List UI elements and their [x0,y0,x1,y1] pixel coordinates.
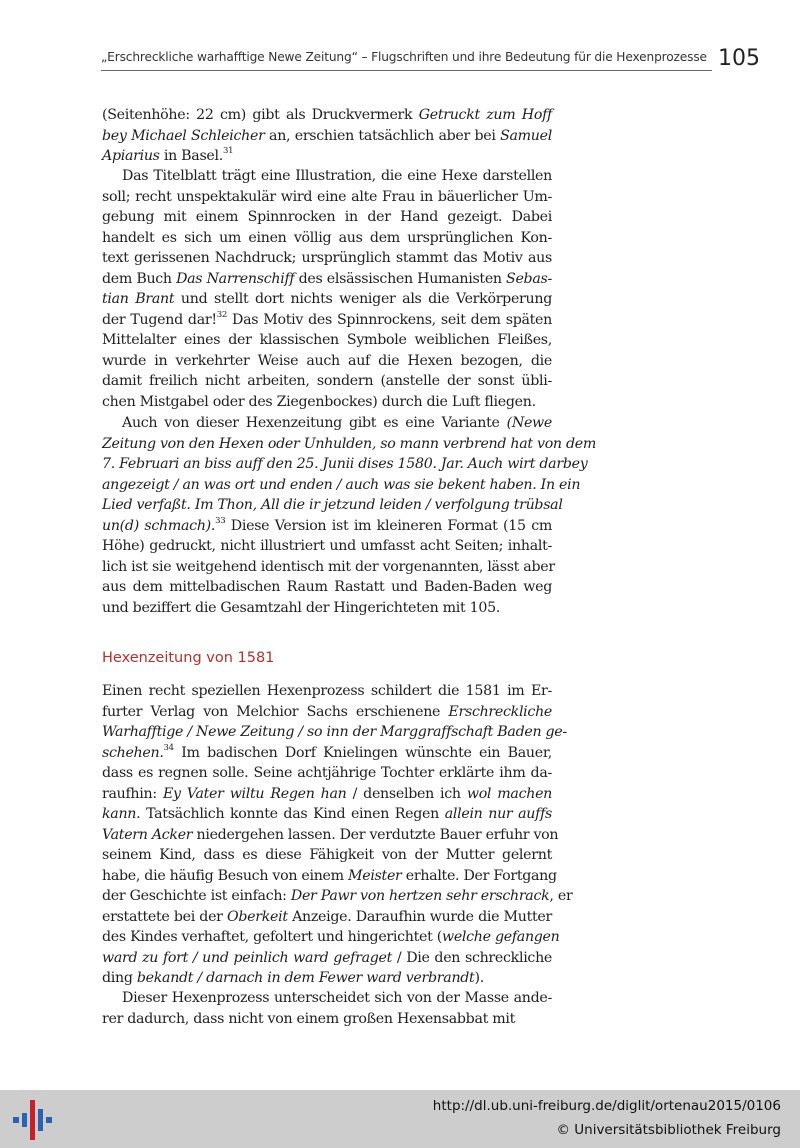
text-line [102,392,552,412]
text-line [102,351,552,371]
italic-text: wol machen [466,785,552,802]
italic-text: Der Pawr von hertzen sehr erschrack [290,888,550,904]
text-line [102,763,552,783]
italic-text: Ey Vater wiltu Regen han [162,785,347,802]
text-span: Höhe) gedruckt, nicht illustriert und umfasst acht Seiten; inhalt- [102,538,552,554]
text-line [102,289,552,309]
text-line [122,166,552,186]
italic-text: welche gefangen [441,929,560,945]
text-span: furter Verlag von Melchior Sachs erschienene [102,703,449,720]
italic-text: allein nur auffs [444,806,553,822]
text-span: habe, die häufig Besuch von einem [102,867,348,884]
text-line [102,187,552,207]
text-span: / denselben ich [346,785,467,802]
text-line [102,681,552,701]
text-line [102,948,552,968]
text-span: der Geschichte ist einfach: [102,888,291,904]
text-line [102,105,552,125]
text-span: soll; recht unspektakulär wird eine alte Frau in bäuerlicher Um- [102,188,552,205]
text-line [102,434,597,454]
text-span: des elsässischen Humanisten [294,270,507,287]
text-line [102,248,552,268]
text-span: Einen recht speziellen Hexenprozess schildert die 1581 im Er- [102,683,552,699]
text-line [102,454,588,474]
text-line [102,886,573,906]
text-span: Mittelalter eines der klassischen Symbole weiblichen Fleißes, [102,332,552,348]
text-line [102,371,552,391]
text-span: raufhin: [102,785,163,802]
footer-url-link[interactable]: http://dl.ub.uni-freiburg.de/diglit/ortenau2015/0106 [432,1098,781,1114]
ub-freiburg-logo-icon [13,1100,53,1140]
text-line [102,968,552,988]
text-line [102,825,559,845]
text-span: in Basel. [159,148,223,164]
footnote-marker: 31 [222,146,234,157]
text-line [102,598,552,618]
text-span: seinem Kind, dass es diese Fähigkeit von der Mutter gelernt [102,847,552,863]
italic-text: bekandt / darnach in dem Fewer ward verbrandt [136,970,475,986]
italic-text: Oberkeit [227,908,288,925]
text-span: (Seitenhöhe: 22 cm) gibt als Druckvermerk [102,107,419,123]
text-line [102,804,552,824]
text-line [102,269,552,289]
italic-text: Erschreckliche [448,703,552,720]
text-span: an, erschien tatsächlich aber bei [264,127,501,144]
text-line [102,516,552,536]
italic-text: 7. Februari an biss auff den 25. Junii dises 1580. Jar. Auch wirt darbey [102,456,588,472]
text-span: handelt es sich um einen völlig aus dem ursprünglichen Kon- [102,229,552,246]
italic-text: ward zu fort / und peinlich ward gefraget [102,949,393,966]
text-line [102,1009,552,1029]
italic-text: Apiarius [102,148,160,164]
text-line [102,207,552,227]
italic-text: Das Narrenschiff [176,270,295,287]
italic-text: Vatern Acker [102,826,193,843]
text-line [102,146,552,166]
text-span: und stellt dort nichts weniger als die Verkörperung [174,291,552,307]
text-line [102,743,552,763]
text-span: Das Titelblatt trägt eine Illustration, die eine Hexe darstellen [122,168,552,184]
italic-text: Lied verfaßt. Im Thon, All die ir jetzund leiden / verfolgung trübsal [102,497,563,513]
text-span: erstattete bei der [102,908,228,925]
italic-text: Zeitung von den Hexen oder Unhulden, so mann verbrend hat von dem [102,435,597,452]
text-span: . Tatsächlich konnte das Kind einen Regen [136,806,445,822]
italic-text: tian Brant [102,291,175,307]
text-span: gebung mit einem Spinnrocken in der Hand gezeigt. Dabei [102,209,552,225]
text-line [102,866,557,886]
text-span: / Die den schreckliche [392,949,553,966]
text-span: Diese Version ist im kleineren Format (15 cm [225,517,552,534]
italic-text: kann [102,806,137,822]
text-line [102,475,581,495]
footnote-marker: 34 [163,742,174,753]
text-line [102,784,552,804]
text-span: Auch von dieser Hexenzeitung gibt es eine Variante [122,415,507,431]
text-span: der Tugend dar! [102,311,217,328]
text-span: damit freilich nicht arbeiten, sondern (anstelle der sonst übli- [102,373,552,389]
italic-text: Getruckt zum Hoff [418,107,552,123]
text-span: chen Mistgabel oder des Ziegenbockes) durch die Luft fliegen. [102,393,536,410]
text-line [102,907,552,927]
text-span: Dieser Hexenprozess unterscheidet sich von der Masse ande- [122,990,552,1006]
text-span: erhalte. Der Fortgang [401,867,557,884]
italic-text: Sebas- [506,270,552,287]
italic-text: angezeigt / an was ort und enden / auch was sie bekent haben. In ein [102,476,581,493]
text-line [102,536,552,556]
running-head: „Erschreckliche warhafftige Newe Zeitung“ – Flugschriften und ihre Bedeutung für die Hexenprozesse [101,50,707,64]
footer-copyright: © Universitätsbibliothek Freiburg [556,1122,781,1138]
text-span: ding [102,970,137,986]
footnote-marker: 32 [216,309,227,320]
italic-text: Samuel [500,127,552,144]
text-line [102,927,560,947]
italic-text: (Newe [506,415,552,431]
text-span: und beziffert die Gesamtzahl der Hingerichteten mit 105. [102,599,501,616]
text-line [102,722,567,742]
text-line [102,228,552,248]
text-span: wurde in verkehrter Weise auch auf die Hexen bezogen, die [102,352,552,369]
footnote-marker: 33 [215,515,226,526]
text-line [102,845,552,865]
italic-text: schehen. [102,744,164,761]
text-line [102,557,555,577]
text-span: Im badischen Dorf Knielingen wünschte ein Bauer, [173,744,552,761]
text-line [122,413,552,433]
italic-text: Warhafftige / Newe Zeitung / so inn der Marggraffschaft Baden ge- [102,724,567,740]
text-span: text gerissenen Nachdruck; ursprünglich stammt das Motiv aus [102,250,552,266]
text-line [102,330,552,350]
text-line [102,495,563,515]
text-span: ). [474,970,484,986]
italic-text: un(d) schmach). [102,517,216,534]
page-number: 105 [718,46,760,71]
header-rule [101,70,712,71]
text-span: lich ist sie weitgehend identisch mit der vorgenannten, lässt aber [102,558,555,575]
footer-bar [0,1090,800,1148]
text-span: aus dem mittelbadischen Raum Rastatt und Baden-Baden weg [102,579,552,595]
text-line [122,988,552,1008]
text-line [102,702,552,722]
text-span: dass es regnen solle. Seine achtjährige Tochter erklärte ihm da- [102,765,552,781]
text-span: dem Buch [102,270,177,287]
text-span: , er [549,888,573,904]
text-line [102,577,552,597]
italic-text: Meister [348,867,402,884]
section-heading: Hexenzeitung von 1581 [102,650,275,666]
text-span: rer dadurch, dass nicht von einem großen Hexensabbat mit [102,1010,516,1027]
text-span: des Kindes verhaftet, gefoltert und hingerichtet ( [102,929,442,945]
text-line [102,126,552,146]
text-span: niedergehen lassen. Der verdutzte Bauer erfuhr von [192,826,559,843]
text-line [102,310,552,330]
italic-text: bey Michael Schleicher [102,127,265,144]
text-span: Das Motiv des Spinnrockens, seit dem späten [226,311,552,328]
text-span: Anzeige. Daraufhin wurde die Mutter [287,908,552,925]
